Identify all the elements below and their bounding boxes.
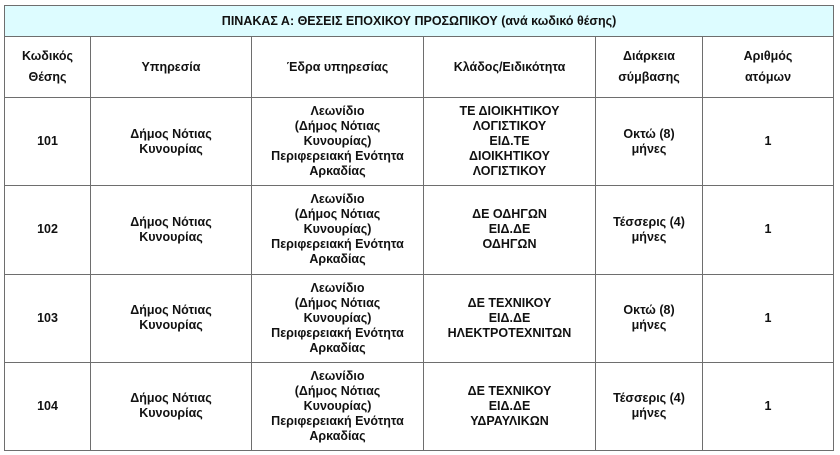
- header-line: Διάρκεια: [623, 49, 675, 63]
- cell-line: μήνες: [631, 229, 667, 244]
- cell-line: Δήμος Νότιας: [130, 126, 212, 141]
- cell-line: Δήμος Νότιας: [130, 214, 212, 229]
- cell-line: Λεωνίδιο: [310, 280, 365, 295]
- cell-line: Τέσσερις (4): [613, 214, 685, 229]
- cell-count: 1: [703, 186, 834, 274]
- cell-code: 103: [5, 274, 91, 362]
- cell-line: Λεωνίδιο: [310, 192, 365, 207]
- cell-duration: [596, 362, 703, 450]
- cell-line: ΗΛΕΚΤΡΟΤΕΧΝΙΤΩΝ: [447, 325, 572, 340]
- cell-line: ΛΟΓΙΣΤΙΚΟΥ: [472, 119, 547, 134]
- cell-line: Κυνουρίας): [303, 222, 372, 237]
- cell-seat: [252, 274, 424, 362]
- cell-line: Περιφερειακή Ενότητα: [271, 237, 404, 252]
- column-header-count: [703, 37, 834, 98]
- cell-duration: [596, 98, 703, 186]
- cell-line: ΕΙΔ.ΔΕ: [488, 310, 531, 325]
- cell-duration: [596, 274, 703, 362]
- cell-line: Κυνουρίας): [303, 398, 372, 413]
- cell-count: 1: [703, 362, 834, 450]
- cell-service: [91, 362, 252, 450]
- cell-line: (Δήμος Νότιας: [294, 383, 381, 398]
- column-header-code: [5, 37, 91, 98]
- table-title: ΠΙΝΑΚΑΣ Α: ΘΕΣΕΙΣ ΕΠΟΧΙΚΟΥ ΠΡΟΣΩΠΙΚΟΥ (ανά κωδικό θέσης): [5, 6, 834, 37]
- cell-line: Λεωνίδιο: [310, 368, 365, 383]
- cell-service: [91, 274, 252, 362]
- cell-line: μήνες: [631, 406, 667, 421]
- cell-seat: [252, 186, 424, 274]
- column-header-service: [91, 37, 252, 98]
- cell-line: (Δήμος Νότιας: [294, 207, 381, 222]
- table-title-row: [5, 6, 834, 37]
- cell-duration: [596, 186, 703, 274]
- cell-line: Αρκαδίας: [309, 340, 366, 355]
- header-line: Θέσης: [28, 70, 67, 84]
- cell-line: Περιφερειακή Ενότητα: [271, 413, 404, 428]
- cell-line: ΔΕ ΟΔΗΓΩΝ: [472, 207, 547, 222]
- cell-line: Οκτώ (8): [623, 126, 675, 141]
- cell-line: ΥΔΡΑΥΛΙΚΩΝ: [470, 413, 549, 428]
- cell-line: ΔΕ ΤΕΧΝΙΚΟΥ: [467, 383, 552, 398]
- header-line: Έδρα υπηρεσίας: [286, 59, 389, 74]
- cell-line: ΛΟΓΙΣΤΙΚΟΥ: [472, 164, 547, 179]
- cell-line: Κυνουρίας): [303, 310, 372, 325]
- column-header-duration: [596, 37, 703, 98]
- table-row: [5, 362, 834, 450]
- cell-code: 101: [5, 98, 91, 186]
- header-line: Αριθμός: [743, 49, 793, 63]
- column-header-row: [5, 37, 834, 98]
- cell-line: Λεωνίδιο: [310, 104, 365, 119]
- column-header-specialty: [424, 37, 596, 98]
- table-row: [5, 186, 834, 274]
- cell-line: Κυνουρίας: [139, 318, 203, 333]
- cell-service: [91, 186, 252, 274]
- cell-line: Αρκαδίας: [309, 428, 366, 443]
- cell-specialty: [424, 98, 596, 186]
- cell-code: 104: [5, 362, 91, 450]
- cell-line: Κυνουρίας): [303, 134, 372, 149]
- cell-specialty: [424, 362, 596, 450]
- cell-count: 1: [703, 98, 834, 186]
- cell-line: ΔΕ ΤΕΧΝΙΚΟΥ: [467, 295, 552, 310]
- cell-line: Οκτώ (8): [623, 303, 675, 318]
- cell-service: [91, 98, 252, 186]
- cell-line: ΤΕ ΔΙΟΙΚΗΤΙΚΟΥ: [459, 104, 560, 119]
- cell-line: ΟΔΗΓΩΝ: [482, 237, 537, 252]
- cell-line: Περιφερειακή Ενότητα: [271, 149, 404, 164]
- cell-line: (Δήμος Νότιας: [294, 295, 381, 310]
- cell-line: ΕΙΔ.ΤΕ: [489, 134, 530, 149]
- header-line: ατόμων: [744, 70, 792, 84]
- cell-line: μήνες: [631, 141, 667, 156]
- header-line: σύμβασης: [618, 70, 680, 84]
- column-header-seat: [252, 37, 424, 98]
- positions-table: [4, 5, 834, 451]
- cell-count: 1: [703, 274, 834, 362]
- cell-specialty: [424, 274, 596, 362]
- table-row: [5, 274, 834, 362]
- cell-specialty: [424, 186, 596, 274]
- cell-line: Δήμος Νότιας: [130, 391, 212, 406]
- cell-line: (Δήμος Νότιας: [294, 119, 381, 134]
- cell-line: Αρκαδίας: [309, 252, 366, 267]
- cell-line: Τέσσερις (4): [613, 391, 685, 406]
- cell-line: Κυνουρίας: [139, 229, 203, 244]
- cell-seat: [252, 98, 424, 186]
- cell-line: Περιφερειακή Ενότητα: [271, 325, 404, 340]
- cell-line: ΕΙΔ.ΔΕ: [488, 398, 531, 413]
- cell-line: ΔΙΟΙΚΗΤΙΚΟΥ: [469, 149, 550, 164]
- header-line: Κλάδος/Ειδικότητα: [453, 59, 566, 74]
- cell-seat: [252, 362, 424, 450]
- header-line: Υπηρεσία: [141, 59, 201, 74]
- header-line: Κωδικός: [21, 49, 74, 63]
- cell-line: ΕΙΔ.ΔΕ: [488, 222, 531, 237]
- cell-code: 102: [5, 186, 91, 274]
- cell-line: Αρκαδίας: [309, 164, 366, 179]
- cell-line: Δήμος Νότιας: [130, 303, 212, 318]
- cell-line: μήνες: [631, 318, 667, 333]
- cell-line: Κυνουρίας: [139, 406, 203, 421]
- cell-line: Κυνουρίας: [139, 141, 203, 156]
- table-row: [5, 98, 834, 186]
